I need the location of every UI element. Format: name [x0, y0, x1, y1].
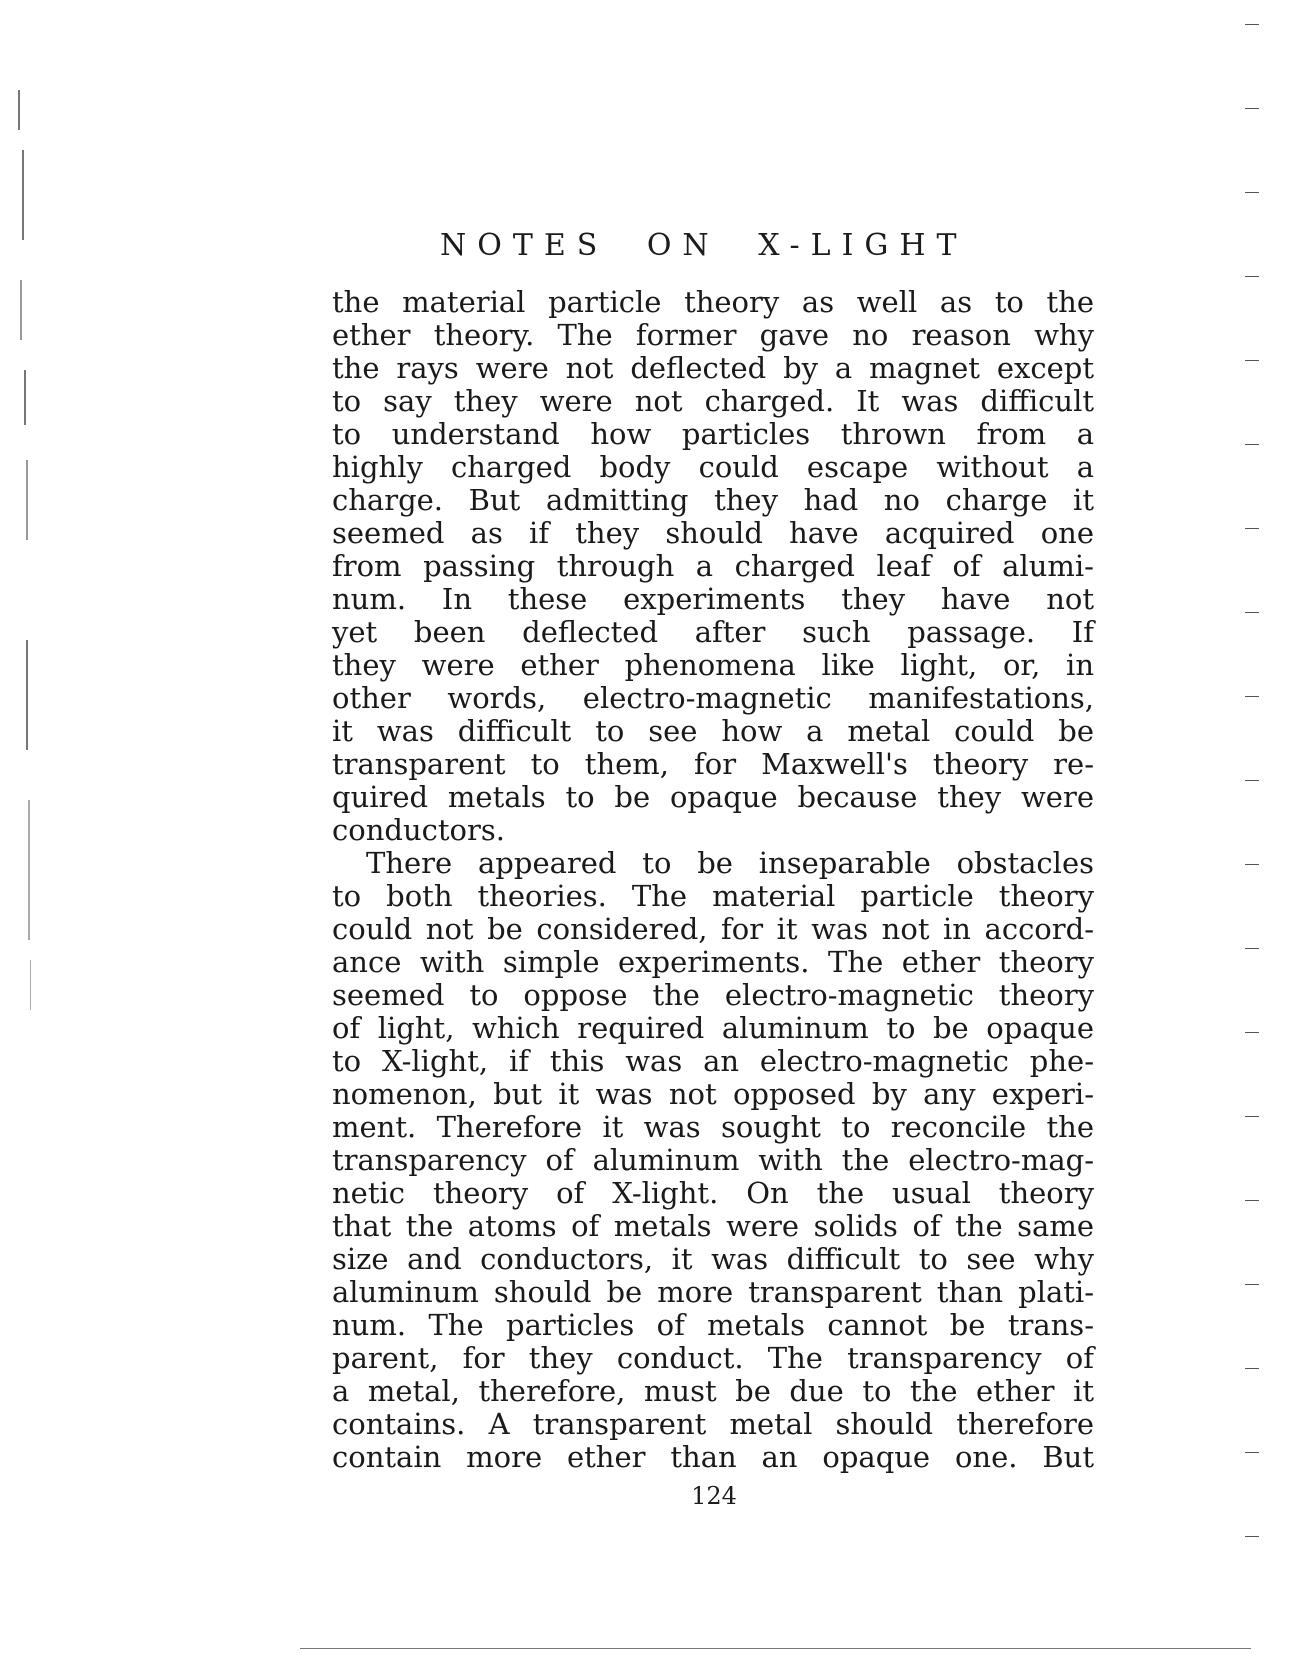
- text-line: seemed as if they should have acquired one: [332, 516, 1094, 550]
- margin-tick: [1245, 276, 1259, 277]
- margin-tick: [1245, 528, 1259, 529]
- text-line: to say they were not charged. It was difficult: [332, 384, 1094, 418]
- margin-tick: [1245, 1284, 1259, 1285]
- text-line: seemed to oppose the electro-magnetic theory: [332, 978, 1094, 1012]
- text-line: netic theory of X-light. On the usual theory: [332, 1176, 1094, 1210]
- text-line: size and conductors, it was difficult to see why: [332, 1242, 1094, 1276]
- paragraph-1: [332, 286, 1094, 847]
- margin-tick: [1245, 612, 1259, 613]
- text-line: yet been deflected after such passage. If: [332, 615, 1094, 649]
- binding-shadow: [14, 80, 52, 1040]
- text-line: they were ether phenomena like light, or, in: [332, 648, 1094, 682]
- text-line: the rays were not deflected by a magnet except: [332, 351, 1094, 385]
- text-line: conductors.: [332, 813, 505, 847]
- paragraph-2: [332, 847, 1094, 1474]
- text-line: highly charged body could escape without a: [332, 450, 1094, 484]
- text-line: ment. Therefore it was sought to reconcile the: [332, 1110, 1094, 1144]
- margin-tick: [1245, 696, 1259, 697]
- margin-tick: [1245, 1368, 1259, 1369]
- margin-tick: [1245, 1032, 1259, 1033]
- margin-tick: [1245, 1536, 1259, 1537]
- text-line: num. In these experiments they have not: [332, 582, 1094, 616]
- text-line: contains. A transparent metal should therefore: [332, 1407, 1094, 1441]
- text-line: num. The particles of metals cannot be trans-: [332, 1308, 1094, 1342]
- text-line: the material particle theory as well as to the: [332, 285, 1094, 319]
- margin-tick: [1245, 780, 1259, 781]
- text-line: of light, which required aluminum to be opaque: [332, 1011, 1094, 1045]
- text-line: to understand how particles thrown from a: [332, 417, 1094, 451]
- margin-tick: [1245, 192, 1259, 193]
- margin-tick: [1245, 108, 1259, 109]
- text-line: There appeared to be inseparable obstacles: [366, 846, 1094, 880]
- text-line: contain more ether than an opaque one. But: [332, 1440, 1094, 1474]
- text-line: to both theories. The material particle theory: [332, 879, 1094, 913]
- margin-tick: [1245, 1452, 1259, 1453]
- text-line: from passing through a charged leaf of alumi-: [332, 549, 1094, 583]
- text-line: other words, electro-magnetic manifestations,: [332, 681, 1094, 715]
- text-line: charge. But admitting they had no charge it: [332, 483, 1094, 517]
- text-line: ether theory. The former gave no reason why: [332, 318, 1094, 352]
- text-line: nomenon, but it was not opposed by any experi-: [332, 1077, 1094, 1111]
- running-head: NOTES ON X-LIGHT: [440, 228, 968, 263]
- text-line: quired metals to be opaque because they were: [332, 780, 1094, 814]
- text-line: a metal, therefore, must be due to the ether it: [332, 1374, 1094, 1408]
- text-line: transparent to them, for Maxwell's theory re-: [332, 747, 1094, 781]
- margin-tick: [1245, 24, 1259, 25]
- text-line: it was difficult to see how a metal could be: [332, 714, 1094, 748]
- page-number: 124: [691, 1482, 737, 1510]
- margin-tick: [1245, 1200, 1259, 1201]
- text-line: aluminum should be more transparent than plati-: [332, 1275, 1094, 1309]
- text-line: that the atoms of metals were solids of the same: [332, 1209, 1094, 1243]
- margin-tick: [1245, 360, 1259, 361]
- margin-tick: [1245, 864, 1259, 865]
- text-line: to X-light, if this was an electro-magnetic phe-: [332, 1044, 1094, 1078]
- bottom-edge-line: [300, 1648, 1251, 1649]
- text-line: could not be considered, for it was not in accord-: [332, 912, 1094, 946]
- text-line: parent, for they conduct. The transparency of: [332, 1341, 1094, 1375]
- text-line: transparency of aluminum with the electro-mag-: [332, 1143, 1094, 1177]
- margin-tick: [1245, 1116, 1259, 1117]
- text-line: ance with simple experiments. The ether theory: [332, 945, 1094, 979]
- margin-tick: [1245, 444, 1259, 445]
- body-text: [332, 286, 1094, 1474]
- margin-tick: [1245, 948, 1259, 949]
